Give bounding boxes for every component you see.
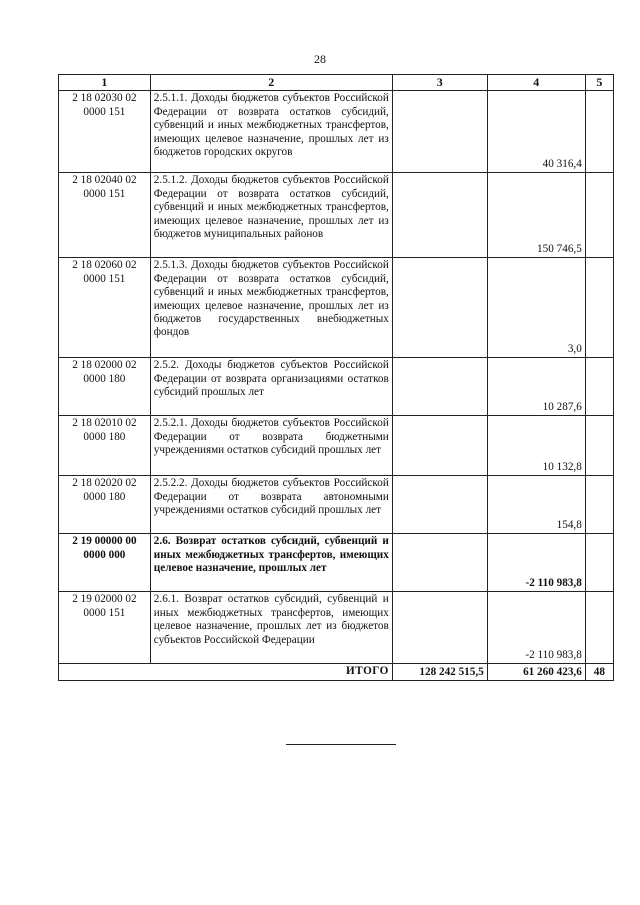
- header-col-4: 4: [487, 75, 585, 91]
- row-code: 2 18 02040 02 0000 151: [59, 173, 151, 258]
- total-label: ИТОГО: [150, 664, 392, 681]
- row-col5: [585, 173, 613, 258]
- row-code: 2 18 02000 02 0000 180: [59, 358, 151, 416]
- table-row: [59, 91, 614, 173]
- row-col4: 150 746,5: [487, 173, 585, 258]
- row-description: 2.5.2. Доходы бюджетов субъектов Российской Федерации от возврата организациями остатков субсидий прошлых лет: [150, 358, 392, 416]
- row-description: 2.5.2.2. Доходы бюджетов субъектов Российской Федерации от возврата автономными учреждениями остатков субсидий прошлых лет: [150, 476, 392, 534]
- row-code: 2 18 02020 02 0000 180: [59, 476, 151, 534]
- total-row: [59, 664, 614, 681]
- row-code: 2 19 00000 00 0000 000: [59, 534, 151, 592]
- page-number: 28: [314, 52, 326, 66]
- row-col5: [585, 91, 613, 173]
- row-col5: [585, 592, 613, 664]
- header-col-5: 5: [585, 75, 613, 91]
- row-description: 2.5.1.3. Доходы бюджетов субъектов Российской Федерации от возврата остатков субсидий, субвенций и иных межбюджетных трансфертов, имеющих целевое назначение, прошлых лет из бюджетов государственных внебюджетных фондов: [150, 258, 392, 358]
- row-col4: -2 110 983,8: [487, 592, 585, 664]
- row-col3: [392, 534, 487, 592]
- table-row: [59, 173, 614, 258]
- table-row: [59, 534, 614, 592]
- header-col-2: 2: [150, 75, 392, 91]
- row-code: 2 18 02010 02 0000 180: [59, 416, 151, 476]
- budget-table: [58, 74, 614, 681]
- row-code: 2 18 02060 02 0000 151: [59, 258, 151, 358]
- header-row: [59, 75, 614, 91]
- total-col5: 48: [585, 664, 613, 681]
- row-code: 2 18 02030 02 0000 151: [59, 91, 151, 173]
- row-col4: 40 316,4: [487, 91, 585, 173]
- row-col4: 10 287,6: [487, 358, 585, 416]
- row-description: 2.5.1.1. Доходы бюджетов субъектов Российской Федерации от возврата остатков субсидий, субвенций и иных межбюджетных трансфертов, имеющих целевое назначение, прошлых лет из бюджетов городских округов: [150, 91, 392, 173]
- row-col5: [585, 476, 613, 534]
- row-col5: [585, 358, 613, 416]
- table-row: [59, 476, 614, 534]
- row-col4: 10 132,8: [487, 416, 585, 476]
- table-row: [59, 416, 614, 476]
- row-description: 2.6. Возврат остатков субсидий, субвенций и иных межбюджетных трансфертов, имеющих целевое назначение, прошлых лет: [150, 534, 392, 592]
- row-col4: -2 110 983,8: [487, 534, 585, 592]
- table-row: [59, 258, 614, 358]
- row-col4: 3,0: [487, 258, 585, 358]
- row-col3: [392, 416, 487, 476]
- row-col3: [392, 258, 487, 358]
- row-description: 2.5.1.2. Доходы бюджетов субъектов Российской Федерации от возврата остатков субсидий, субвенций и иных межбюджетных трансфертов, имеющих целевое назначение, прошлых лет из бюджетов муниципальных районов: [150, 173, 392, 258]
- row-col5: [585, 258, 613, 358]
- table-row: [59, 592, 614, 664]
- row-col3: [392, 592, 487, 664]
- header-col-3: 3: [392, 75, 487, 91]
- header-col-1: 1: [59, 75, 151, 91]
- row-code: 2 19 02000 02 0000 151: [59, 592, 151, 664]
- row-col5: [585, 534, 613, 592]
- total-col3: 128 242 515,5: [392, 664, 487, 681]
- row-col5: [585, 416, 613, 476]
- row-col3: [392, 476, 487, 534]
- row-col3: [392, 91, 487, 173]
- row-description: 2.5.2.1. Доходы бюджетов субъектов Российской Федерации от возврата бюджетными учреждениями остатков субсидий прошлых лет: [150, 416, 392, 476]
- row-col3: [392, 173, 487, 258]
- row-description: 2.6.1. Возврат остатков субсидий, субвенций и иных межбюджетных трансфертов, имеющих целевое назначение, прошлых лет из бюджетов субъектов Российской Федерации: [150, 592, 392, 664]
- row-col4: 154,8: [487, 476, 585, 534]
- table-row: [59, 358, 614, 416]
- row-col3: [392, 358, 487, 416]
- table-header: [59, 75, 614, 91]
- footer-rule: [286, 744, 396, 745]
- total-col4: 61 260 423,6: [487, 664, 585, 681]
- total-col1: [59, 664, 151, 681]
